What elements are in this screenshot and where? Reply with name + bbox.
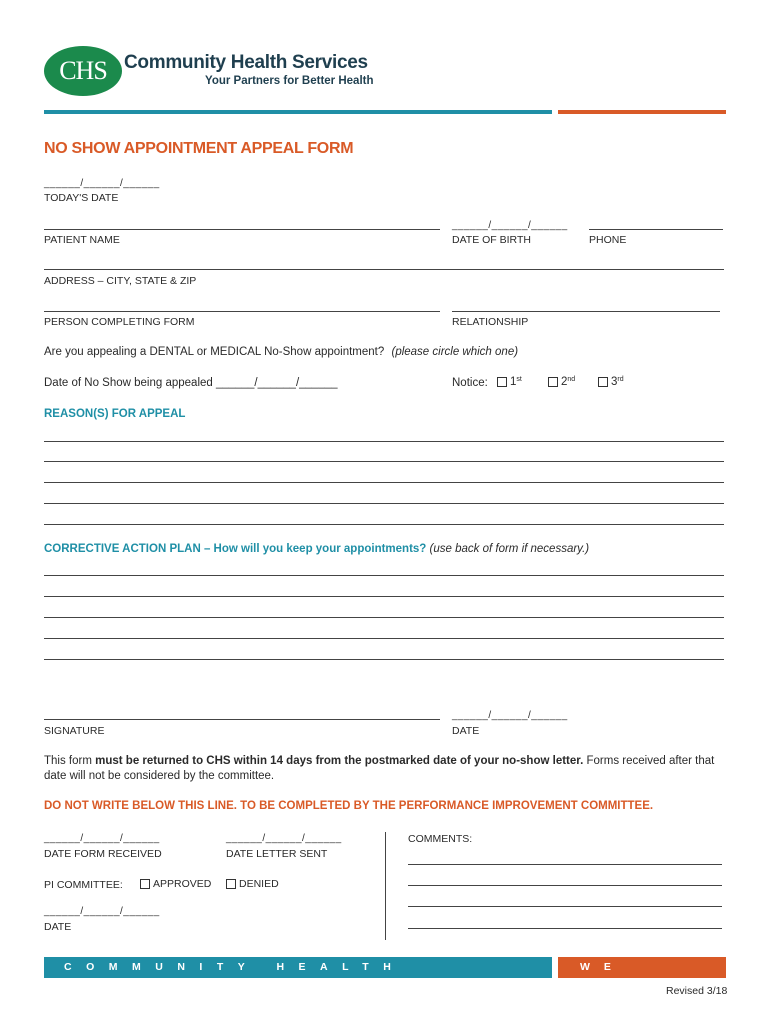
corrective-heading-row	[44, 543, 589, 555]
signature-field[interactable]	[44, 719, 440, 720]
person-completing-field[interactable]	[44, 311, 440, 312]
notice-3-checkbox[interactable]: 3rd	[598, 376, 624, 388]
person-completing-label: PERSON COMPLETING FORM	[44, 316, 195, 328]
reason-line[interactable]	[44, 482, 724, 483]
header-rule-orange	[558, 110, 726, 114]
relationship-label: RELATIONSHIP	[452, 316, 529, 328]
signature-date-input[interactable]: ______/______/______	[452, 710, 568, 721]
corrective-line[interactable]	[44, 638, 724, 639]
no-show-date-label: Date of No Show being appealed	[44, 377, 213, 389]
todays-date-input[interactable]: ______/______/______	[44, 178, 160, 189]
checkbox-icon	[497, 377, 507, 387]
pi-committee-label: PI COMMITTEE:	[44, 879, 123, 891]
checkbox-icon	[548, 377, 558, 387]
notice-1-checkbox[interactable]: 1st	[497, 376, 522, 388]
reason-line[interactable]	[44, 441, 724, 442]
patient-name-label: PATIENT NAME	[44, 234, 120, 246]
office-use-warning: DO NOT WRITE BELOW THIS LINE. TO BE COMPLETED BY THE PERFORMANCE IMPROVEMENT COMMITTEE.	[44, 800, 654, 812]
patient-name-field[interactable]	[44, 229, 440, 230]
signature-label: SIGNATURE	[44, 725, 105, 737]
corrective-heading: CORRECTIVE ACTION PLAN	[44, 543, 201, 555]
comments-label: COMMENTS:	[408, 833, 473, 845]
org-tagline: Your Partners for Better Health	[205, 75, 374, 87]
comment-line[interactable]	[408, 864, 722, 865]
footer-banner-left: COMMUNITY HEALTH SERVICES	[44, 957, 552, 978]
no-show-date-input[interactable]: ______/______/______	[216, 377, 338, 389]
chs-logo	[44, 46, 122, 96]
org-name: Community Health Services	[124, 52, 368, 73]
committee-date-input[interactable]: ______/______/______	[44, 906, 160, 917]
footer-banner-right: WE CARE.	[558, 957, 726, 978]
date-form-received-input[interactable]: ______/______/______	[44, 833, 160, 844]
checkbox-icon	[598, 377, 608, 387]
comment-line[interactable]	[408, 885, 722, 886]
date-of-birth-label: DATE OF BIRTH	[452, 234, 531, 246]
address-label: ADDRESS – CITY, STATE & ZIP	[44, 275, 197, 287]
date-of-birth-input[interactable]: ______/______/______	[452, 220, 568, 231]
corrective-line[interactable]	[44, 617, 724, 618]
date-letter-sent-label: DATE LETTER SENT	[226, 848, 328, 860]
notice-label: Notice:	[452, 377, 488, 389]
date-form-received-label: DATE FORM RECEIVED	[44, 848, 162, 860]
denied-checkbox[interactable]: DENIED	[226, 878, 279, 890]
corrective-line[interactable]	[44, 596, 724, 597]
signature-date-label: DATE	[452, 725, 480, 737]
reason-line[interactable]	[44, 503, 724, 504]
question-text: Are you appealing a DENTAL or MEDICAL No-Show appointment?	[44, 346, 385, 358]
header-rule-teal	[44, 110, 552, 114]
corrective-hint: (use back of form if necessary.)	[429, 543, 590, 555]
appointment-type-question	[44, 346, 518, 358]
form-title: NO SHOW APPOINTMENT APPEAL FORM	[44, 140, 354, 157]
reason-line[interactable]	[44, 524, 724, 525]
revision-note: Revised 3/18	[666, 985, 728, 997]
logo-text: CHS	[59, 56, 107, 85]
comment-line[interactable]	[408, 928, 722, 929]
relationship-field[interactable]	[452, 311, 720, 312]
corrective-line[interactable]	[44, 659, 724, 660]
reason-line[interactable]	[44, 461, 724, 462]
corrective-question: – How will you keep your appointments?	[203, 543, 427, 555]
corrective-line[interactable]	[44, 575, 724, 576]
no-show-date-row	[44, 377, 338, 389]
todays-date-label: TODAY'S DATE	[44, 192, 119, 204]
approved-checkbox[interactable]: APPROVED	[140, 878, 211, 890]
question-hint: (please circle which one)	[391, 346, 519, 358]
comment-line[interactable]	[408, 906, 722, 907]
phone-field[interactable]	[589, 229, 723, 230]
checkbox-icon	[140, 879, 150, 889]
return-notice: This form must be returned to CHS within 14 days from the postmarked date of your no-show letter. Forms received after that date will not be considered by the committee.	[44, 755, 715, 782]
notice-2-checkbox[interactable]: 2nd	[548, 376, 575, 388]
phone-label: PHONE	[589, 234, 627, 246]
checkbox-icon	[226, 879, 236, 889]
reasons-heading: REASON(S) FOR APPEAL	[44, 408, 186, 420]
address-field[interactable]	[44, 269, 724, 270]
office-divider	[385, 832, 386, 940]
committee-date-label: DATE	[44, 921, 72, 933]
date-letter-sent-input[interactable]: ______/______/______	[226, 833, 342, 844]
